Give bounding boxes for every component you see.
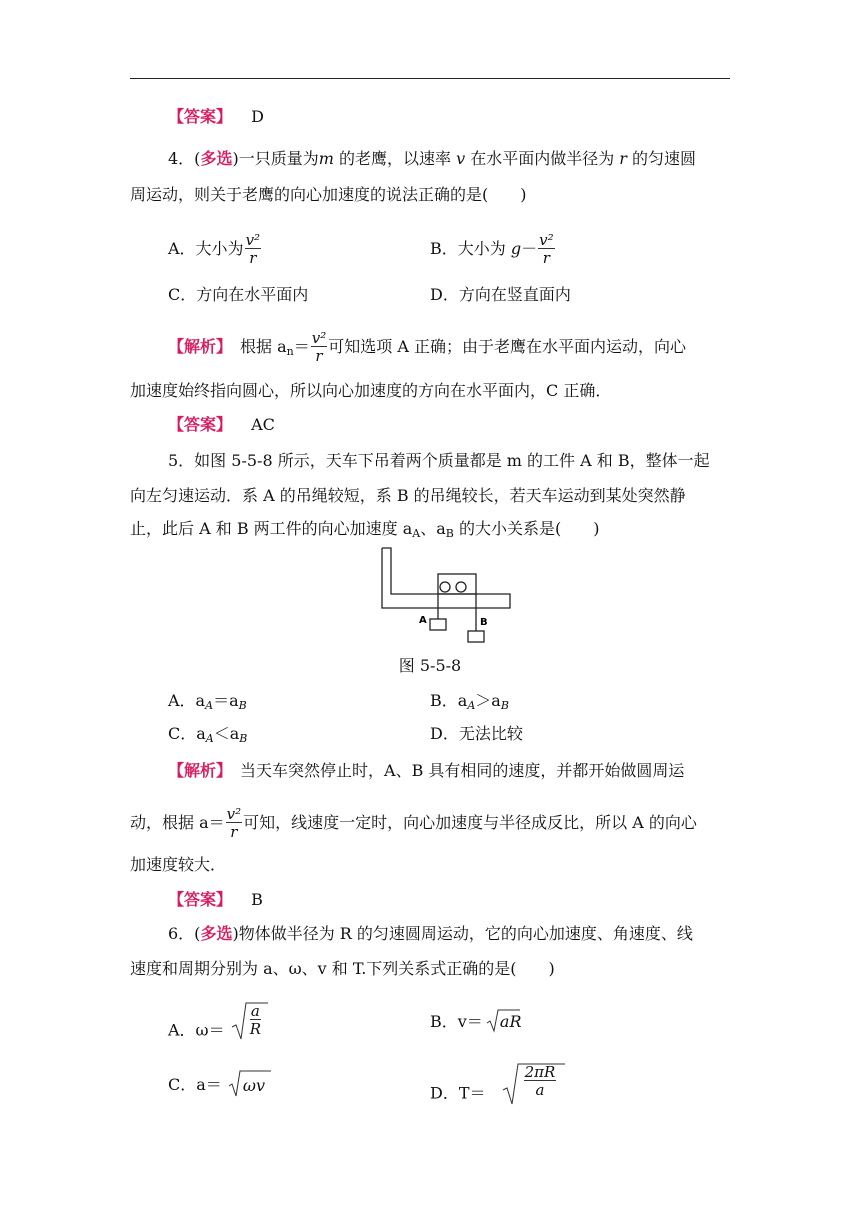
q4-option-d: D．方向在竖直面内: [430, 285, 571, 304]
sqrt-sign: ωv: [227, 1075, 267, 1097]
q4-stem-line2: 周运动，则关于老鹰的向心加速度的说法正确的是( ): [130, 185, 527, 204]
q6-option-d: D．T＝ $\frac{2\pi R}{a}$: [430, 1074, 561, 1114]
q6-option-a: A．ω＝ $\frac{a}{R}$: [168, 1011, 268, 1051]
q5-stem-line2: 向左匀速运动．系 A 的吊绳较短，系 B 的吊绳较长，若天车运动到某处突然静: [130, 486, 686, 505]
q5-stem-line3: 止，此后 A 和 B 两工件的向心加速度 $a_A$、$a_B$ 的大小关系是( ): [130, 519, 600, 540]
crane-frame: [382, 548, 510, 608]
q5-option-c: C．$a_A<a_B$: [168, 724, 248, 745]
q3-answer-line: [168, 106, 264, 128]
q4-analysis-line2: 加速度始终指向圆心，所以向心加速度的方向在水平面内，C 正确．: [130, 381, 612, 400]
analysis-tag: 【解析】: [168, 761, 225, 780]
load-b: [468, 631, 484, 642]
label-b: B: [480, 617, 488, 628]
q4-analysis-line1: 【解析】 根据 $a_n=$ $\frac{\text{v²}}{r}$ 可知选项 A 正确；由于老鹰在水平面内运动，向心: [168, 329, 686, 365]
wheel: [456, 582, 466, 592]
wheel: [440, 582, 450, 592]
q5-answer-line: [168, 889, 263, 911]
sqrt-sign: $\frac{2\pi R}{a}$: [501, 1074, 561, 1114]
q5-analysis-line3: 加速度较大．: [130, 855, 227, 874]
q4-option-c: C．方向在水平面内: [168, 285, 309, 304]
multi-select-tag: 多选: [200, 149, 233, 168]
fraction: $\frac{\text{v²}}{r}$: [245, 231, 261, 267]
q5-analysis-line1: 【解析】 当天车突然停止时，A、B 具有相同的速度，并都开始做圆周运: [168, 761, 685, 780]
answer-tag: 【答案】: [168, 107, 233, 126]
answer-value: D: [251, 107, 264, 126]
q4-answer-line: [168, 414, 275, 436]
sqrt-sign: $\frac{a}{R}$: [230, 1011, 268, 1051]
label-a: A: [419, 615, 427, 626]
q6-stem-line2: 速度和周期分别为 a、ω、v 和 T.下列关系式正确的是( ): [130, 959, 555, 978]
answer-value: B: [251, 890, 263, 909]
answer-tag: 【答案】: [168, 415, 233, 434]
q6-option-c: C．a＝ ωv: [168, 1074, 267, 1097]
sqrt-sign: aR: [488, 1012, 520, 1034]
q6-stem-line1: 6．(多选)物体做半径为 R 的匀速圆周运动，它的向心加速度、角速度、线: [168, 924, 693, 943]
q5-option-b: B．$a_A>a_B$: [430, 691, 509, 712]
q5-option-a: A．$a_A=a_B$: [168, 691, 247, 712]
q4-option-a: A．大小为 $\frac{\text{v²}}{r}$: [168, 231, 261, 267]
header-rule: [130, 78, 730, 79]
q6-option-b: B．v＝ aR: [430, 1011, 520, 1034]
analysis-tag: 【解析】: [168, 337, 225, 356]
fraction: $\frac{\text{v²}}{r}$: [226, 805, 242, 841]
q5-stem-line1: 5．如图 5-5-8 所示，天车下吊着两个质量都是 m 的工件 A 和 B，整体一起: [168, 451, 710, 470]
multi-select-tag: 多选: [200, 924, 233, 943]
answer-tag: 【答案】: [168, 890, 233, 909]
q5-option-d: D．无法比较: [430, 724, 523, 743]
figure-caption: 图 5-5-8: [398, 656, 462, 675]
crane-figure: [375, 546, 520, 646]
q5-analysis-line2: 动，根据 a＝ $\frac{\text{v²}}{r}$ 可知，线速度一定时，向心加速度与半径成反比，所以 A 的向心: [130, 805, 697, 841]
answer-value: AC: [251, 415, 275, 434]
fraction: $\frac{\text{v²}}{r}$: [311, 329, 327, 365]
q4-option-b: B．大小为 g－ $\frac{\text{v²}}{r}$: [430, 231, 554, 267]
fraction: $\frac{\text{v²}}{r}$: [539, 231, 554, 267]
load-a: [430, 619, 446, 630]
q4-stem-line1: 4．(多选)一只质量为m 的老鹰，以速率 v 在水平面内做半径为 r 的匀速圆: [168, 149, 697, 168]
